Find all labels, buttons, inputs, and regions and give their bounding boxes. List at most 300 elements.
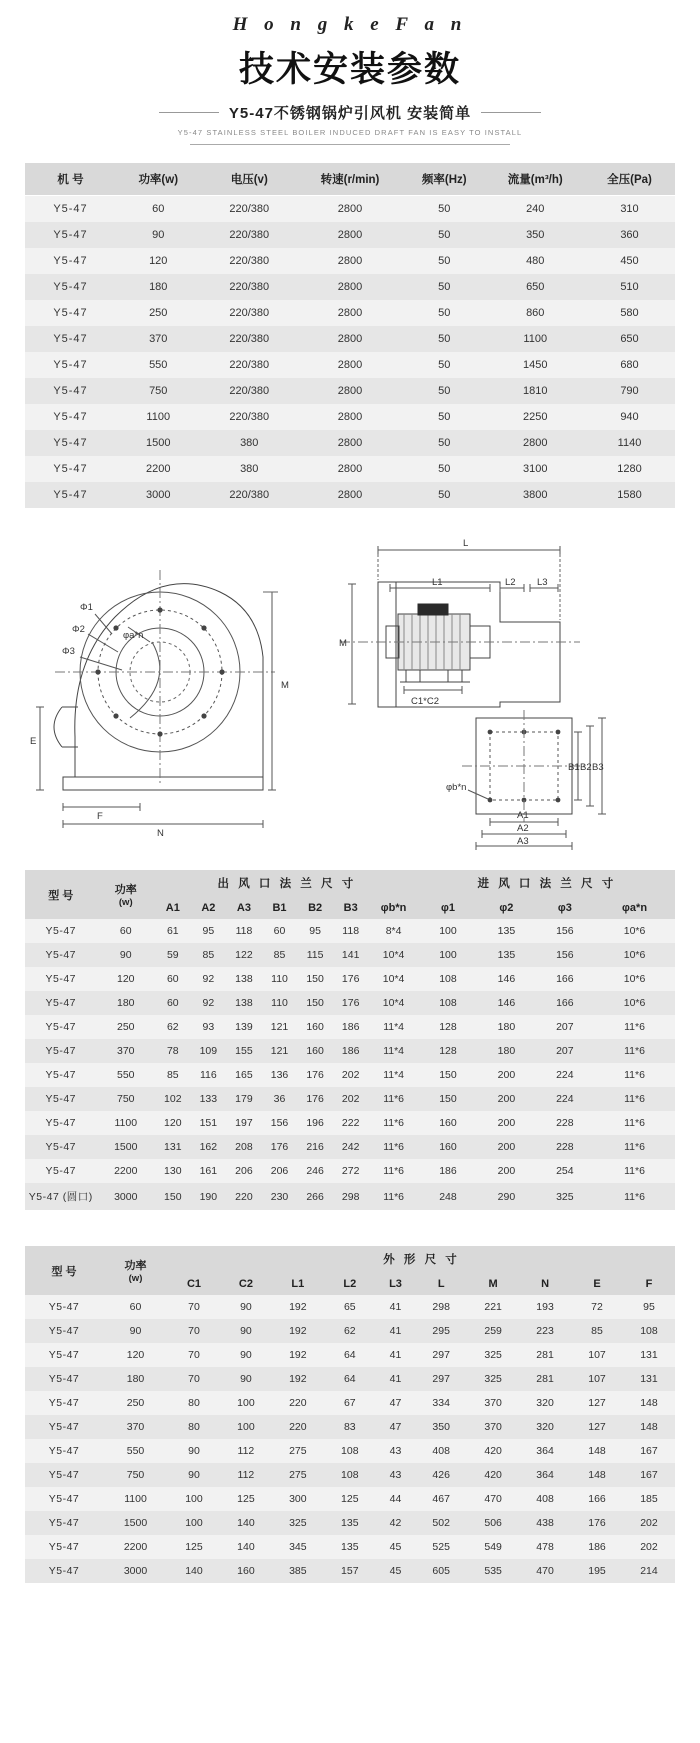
cell-phibn: 11*4 [383, 1021, 405, 1033]
cell-l1: 275 [289, 1445, 307, 1457]
cell-b3: 222 [341, 1117, 360, 1129]
cell-b3: 186 [341, 1021, 360, 1033]
cell-a1: 60 [166, 997, 179, 1009]
cell-c2: 100 [237, 1397, 255, 1409]
cell-model: Y5-47 [48, 1421, 80, 1433]
cell-b3: 176 [341, 973, 360, 985]
cell-l1: 325 [289, 1517, 307, 1529]
table-row [25, 1535, 675, 1559]
cell-power: 120 [116, 973, 135, 985]
table-row [25, 1319, 675, 1343]
cell-model: Y5-47 [53, 437, 88, 449]
table-row [25, 378, 675, 404]
cell-n: 470 [536, 1565, 554, 1577]
table-row [25, 1159, 675, 1183]
cell-phi1: 186 [439, 1165, 457, 1177]
cell-a1: 131 [164, 1141, 182, 1153]
cell-l1: 345 [289, 1541, 307, 1553]
cell-m: 470 [484, 1493, 502, 1505]
cell-l3: 47 [389, 1421, 402, 1433]
cell-power: 120 [126, 1349, 145, 1361]
performance-table [25, 163, 675, 508]
cell-pressure: 580 [620, 307, 639, 319]
cell-power: 3000 [146, 489, 171, 501]
cell-b2: 95 [309, 925, 321, 937]
label-A3: A3 [517, 836, 529, 847]
cell-a1: 85 [166, 1069, 179, 1081]
cell-phibn: 11*4 [383, 1069, 405, 1081]
cell-l1: 192 [289, 1325, 307, 1337]
cell-l2: 62 [343, 1325, 356, 1337]
cell-e: 107 [588, 1349, 606, 1361]
cell-model: Y5-47 [45, 1165, 77, 1177]
cell-a2: 162 [199, 1141, 218, 1153]
cell-phi2: 200 [497, 1165, 516, 1177]
cell-b2: 160 [306, 1045, 324, 1057]
cell-b3: 242 [341, 1141, 360, 1153]
cell-speed: 2800 [337, 203, 363, 215]
cell-speed: 2800 [337, 385, 363, 397]
cell-airflow: 650 [526, 281, 545, 293]
cell-phian: 11*6 [624, 1069, 645, 1081]
cell-model: Y5-47 [53, 255, 88, 267]
table-row [25, 300, 675, 326]
label-M-side: M [339, 638, 347, 649]
cell-phi2: 290 [497, 1190, 516, 1203]
cell-model: Y5-47 [53, 489, 88, 501]
cell-a3: 165 [235, 1069, 253, 1081]
cell-power: 1500 [114, 1141, 138, 1153]
cell-phi2: 200 [497, 1069, 516, 1081]
cell-power: 2200 [114, 1165, 138, 1177]
page-subtitle-english: Y5-47 STAINLESS STEEL BOILER INDUCED DRAFT FAN IS EASY TO INSTALL [177, 128, 523, 137]
cell-a2: 116 [199, 1069, 217, 1081]
cell-phi3: 224 [556, 1093, 574, 1105]
table-row [25, 274, 675, 300]
col-header-C1: C1 [168, 1273, 220, 1295]
cell-phi3: 207 [556, 1045, 574, 1057]
label-phi-a-n: φa*n [123, 630, 144, 641]
cell-phian: 10*6 [623, 925, 646, 937]
cell-a1: 130 [164, 1165, 182, 1177]
cell-frequency: 50 [438, 411, 451, 423]
cell-power: 1100 [146, 411, 171, 423]
cell-l1: 385 [289, 1565, 307, 1577]
cell-e: 148 [588, 1445, 606, 1457]
performance-table-body [25, 196, 675, 509]
col-header-L3: L3 [376, 1273, 415, 1295]
cell-f: 202 [640, 1541, 658, 1553]
cell-b3: 186 [341, 1045, 360, 1057]
table-row [25, 1487, 675, 1511]
cell-voltage: 220/380 [229, 385, 270, 397]
cell-power: 550 [116, 1069, 135, 1081]
label-phi2: Φ2 [72, 624, 85, 635]
cell-model: Y5-47 [53, 385, 88, 397]
cell-power: 370 [126, 1421, 145, 1433]
cell-model: Y5-47 [53, 281, 88, 293]
rule-right [481, 112, 541, 113]
cell-f: 131 [640, 1349, 658, 1361]
cell-frequency: 50 [438, 437, 451, 449]
cell-l: 334 [432, 1397, 450, 1409]
cell-phian: 11*6 [624, 1021, 645, 1033]
cell-phibn: 11*4 [383, 1045, 405, 1057]
cell-a1: 59 [166, 949, 179, 961]
cell-voltage: 220/380 [229, 281, 270, 293]
cell-model: Y5-47 [45, 1117, 77, 1129]
cell-phian: 11*6 [624, 1190, 645, 1203]
label-L3: L3 [537, 577, 548, 588]
col-header-power [97, 870, 156, 919]
cell-frequency: 50 [438, 203, 451, 215]
table-row [25, 1087, 675, 1111]
cell-airflow: 3100 [523, 463, 548, 475]
cell-phi3: 166 [556, 997, 574, 1009]
cell-phi3: 228 [556, 1141, 574, 1153]
cell-phi2: 135 [497, 949, 516, 961]
cell-frequency: 50 [438, 333, 451, 345]
cell-power: 370 [116, 1045, 135, 1057]
cell-n: 408 [536, 1493, 554, 1505]
cell-l2: 157 [341, 1565, 359, 1577]
cell-phi2: 200 [497, 1117, 516, 1129]
table-row [25, 1111, 675, 1135]
rule-left [159, 112, 219, 113]
cell-f: 185 [640, 1493, 658, 1505]
cell-l1: 300 [289, 1493, 307, 1505]
cell-voltage: 220/380 [229, 229, 270, 241]
label-L1: L1 [432, 577, 443, 588]
cell-pressure: 940 [620, 411, 639, 423]
label-B3: B3 [592, 762, 604, 773]
cell-b1: 136 [270, 1069, 289, 1081]
cell-power: 3000 [123, 1565, 148, 1577]
cell-model: Y5-47 [53, 307, 88, 319]
cell-pressure: 510 [620, 281, 639, 293]
cell-c2: 90 [240, 1325, 252, 1337]
cell-b1: 156 [270, 1117, 289, 1129]
cell-frequency: 50 [438, 307, 451, 319]
cell-b1: 121 [270, 1045, 289, 1057]
col-header-M: M [467, 1273, 519, 1295]
cell-model: Y5-47 [53, 229, 88, 241]
cell-speed: 2800 [337, 489, 363, 501]
cell-a2: 85 [202, 949, 215, 961]
cell-c1: 90 [188, 1469, 200, 1481]
cell-l: 350 [432, 1421, 450, 1433]
cell-pressure: 450 [620, 255, 639, 267]
col-header-L1: L1 [272, 1273, 324, 1295]
cell-b2: 196 [306, 1117, 324, 1129]
cell-l1: 192 [289, 1349, 307, 1361]
cell-model: Y5-47 [48, 1445, 80, 1457]
cell-phibn: 10*4 [382, 997, 405, 1009]
cell-l: 298 [432, 1301, 450, 1313]
cell-phi2: 200 [497, 1141, 516, 1153]
cell-voltage: 220/380 [229, 333, 270, 345]
cell-airflow: 3800 [523, 489, 548, 501]
cell-pressure: 310 [620, 203, 639, 215]
cell-m: 325 [484, 1349, 502, 1361]
cell-phibn: 10*4 [382, 949, 405, 961]
col-header-power: 功率(w) [116, 163, 201, 196]
overall-table-section [0, 1246, 700, 1583]
cell-n: 193 [536, 1301, 554, 1313]
cell-b1: 176 [270, 1141, 289, 1153]
col-header-phi1: φ1 [419, 897, 477, 919]
col-header-power-text: 功率 [124, 1260, 147, 1272]
flange-dimension-table [25, 870, 675, 1210]
cell-model: Y5-47 [53, 333, 88, 345]
cell-c1: 100 [185, 1517, 203, 1529]
cell-a3: 179 [235, 1093, 253, 1105]
table-header-row-group [25, 1246, 675, 1273]
overall-dimension-table [25, 1246, 675, 1583]
spec-table-section [0, 163, 700, 508]
cell-l3: 41 [389, 1373, 402, 1385]
cell-l3: 41 [389, 1349, 402, 1361]
cell-b1: 230 [270, 1190, 289, 1203]
cell-m: 370 [484, 1397, 502, 1409]
cell-power: 120 [149, 255, 168, 267]
cell-power: 90 [119, 949, 132, 961]
col-header-C2: C2 [220, 1273, 272, 1295]
cell-n: 478 [536, 1541, 554, 1553]
cell-b3: 202 [341, 1093, 360, 1105]
cell-model: Y5-47 [53, 463, 88, 475]
cell-voltage: 220/380 [229, 359, 270, 371]
cell-l2: 83 [343, 1421, 356, 1433]
cell-model: Y5-47 [45, 1045, 77, 1057]
cell-b3: 141 [341, 949, 360, 961]
cell-speed: 2800 [337, 281, 363, 293]
cell-phi1: 100 [439, 949, 457, 961]
table-header-row [25, 163, 675, 196]
cell-model: Y5-47 [53, 203, 88, 215]
table-row [25, 1295, 675, 1319]
cell-b1: 60 [273, 925, 286, 937]
cell-a2: 95 [202, 925, 215, 937]
cell-power: 750 [149, 385, 168, 397]
table-row [25, 919, 675, 943]
cell-model: Y5-47 [48, 1397, 80, 1409]
label-phi1: Φ1 [80, 602, 93, 613]
table-row [25, 482, 675, 508]
cell-c2: 100 [237, 1421, 255, 1433]
cell-c2: 160 [237, 1565, 255, 1577]
cell-phibn: 11*6 [383, 1141, 405, 1153]
cell-b2: 246 [306, 1165, 324, 1177]
divider-under-subtitle [190, 144, 510, 145]
cell-l2: 125 [341, 1493, 359, 1505]
col-header-model: 机 号 [25, 163, 116, 196]
table-row [25, 1367, 675, 1391]
cell-airflow: 2250 [523, 411, 548, 423]
cell-power: 1500 [123, 1517, 148, 1529]
cell-l3: 43 [389, 1445, 402, 1457]
cell-model: Y5-47 [45, 1021, 77, 1033]
cell-model: Y5-47 [48, 1541, 80, 1553]
cell-m: 259 [484, 1325, 502, 1337]
cell-phi1: 108 [439, 973, 457, 985]
cell-n: 320 [536, 1421, 554, 1433]
cell-a3: 220 [235, 1190, 253, 1203]
label-phi-b-n: φb*n [446, 782, 467, 793]
cell-phi3: 156 [556, 925, 574, 937]
cell-l1: 275 [289, 1469, 307, 1481]
cell-l1: 192 [289, 1301, 307, 1313]
cell-a2: 151 [199, 1117, 218, 1129]
cell-c2: 90 [240, 1349, 252, 1361]
cell-b2: 216 [306, 1141, 324, 1153]
cell-l3: 44 [389, 1493, 402, 1505]
table-row [25, 456, 675, 482]
cell-power: 550 [149, 359, 168, 371]
cell-pressure: 680 [620, 359, 639, 371]
cell-phian: 11*6 [624, 1093, 645, 1105]
label-C1C2: C1*C2 [411, 696, 439, 707]
cell-l: 297 [432, 1349, 450, 1361]
cell-a1: 150 [164, 1190, 182, 1203]
cell-c1: 125 [185, 1541, 203, 1553]
cell-c1: 140 [185, 1565, 203, 1577]
cell-model: Y5-47 [45, 1069, 77, 1081]
cell-power: 180 [116, 997, 135, 1009]
cell-c1: 90 [188, 1445, 200, 1457]
label-L: L [463, 538, 469, 549]
cell-b3: 272 [341, 1165, 360, 1177]
cell-airflow: 1810 [523, 385, 548, 397]
table-row [25, 1559, 675, 1583]
cell-phibn: 10*4 [382, 973, 405, 985]
table-row [25, 1511, 675, 1535]
cell-speed: 2800 [337, 333, 363, 345]
label-phi3: Φ3 [62, 646, 75, 657]
cell-e: 127 [588, 1421, 606, 1433]
cell-airflow: 480 [526, 255, 545, 267]
col-header-power-text: 功率 [114, 884, 137, 896]
cell-phi3: 224 [556, 1069, 574, 1081]
cell-b3: 118 [342, 925, 360, 937]
cell-model: Y5-47 [45, 973, 77, 985]
cell-l1: 220 [289, 1421, 307, 1433]
cell-n: 281 [536, 1373, 554, 1385]
cell-c2: 90 [240, 1301, 252, 1313]
cell-voltage: 220/380 [229, 411, 270, 423]
table-row [25, 991, 675, 1015]
cell-c1: 70 [188, 1325, 200, 1337]
cell-l1: 220 [289, 1397, 307, 1409]
cell-l: 467 [432, 1493, 450, 1505]
page-title: 技术安装参数 [238, 50, 461, 90]
cell-c2: 125 [237, 1493, 255, 1505]
cell-voltage: 220/380 [229, 307, 270, 319]
cell-power: 370 [149, 333, 168, 345]
cell-airflow: 860 [526, 307, 545, 319]
cell-power: 250 [149, 307, 168, 319]
cell-c2: 112 [237, 1469, 255, 1481]
cell-phian: 11*6 [624, 1141, 645, 1153]
table-row [25, 222, 675, 248]
cell-m: 549 [484, 1541, 502, 1553]
cell-power: 180 [126, 1373, 145, 1385]
cell-f: 95 [643, 1301, 655, 1313]
cell-l: 408 [432, 1445, 450, 1457]
cell-airflow: 350 [526, 229, 545, 241]
col-header-B1: B1 [262, 897, 298, 919]
cell-a1: 120 [164, 1117, 182, 1129]
cell-phi1: 160 [439, 1117, 457, 1129]
cell-airflow: 240 [526, 203, 545, 215]
cell-model: Y5-47 [53, 411, 88, 423]
cell-phi1: 128 [439, 1021, 457, 1033]
cell-b2: 176 [306, 1093, 324, 1105]
table-row [25, 943, 675, 967]
cell-a1: 78 [166, 1045, 179, 1057]
table-row [25, 967, 675, 991]
technical-drawing [0, 522, 700, 852]
label-A2: A2 [517, 823, 529, 834]
cell-phi1: 108 [439, 997, 457, 1009]
col-header-B3: B3 [333, 897, 369, 919]
cell-f: 167 [640, 1469, 658, 1481]
col-header-frequency: 频率(Hz) [402, 163, 487, 196]
col-header-phi-a-n: φa*n [594, 897, 675, 919]
cell-a2: 133 [199, 1093, 218, 1105]
cell-a2: 92 [202, 997, 215, 1009]
group-header-overall: 外 形 尺 寸 [168, 1246, 675, 1273]
cell-a2: 190 [199, 1190, 218, 1203]
col-header-L: L [415, 1273, 467, 1295]
cell-phian: 11*6 [624, 1165, 645, 1177]
cell-f: 167 [640, 1445, 658, 1457]
cell-l3: 47 [389, 1397, 402, 1409]
col-header-power-unit: (w) [128, 1273, 143, 1284]
cell-b1: 85 [273, 949, 286, 961]
cell-speed: 2800 [337, 463, 363, 475]
cell-phi3: 228 [556, 1117, 574, 1129]
cell-model: Y5-47 [48, 1565, 80, 1577]
label-B1: B1 [568, 762, 580, 773]
col-header-pressure: 全压(Pa) [584, 163, 675, 196]
cell-a3: 206 [235, 1165, 253, 1177]
cell-phi3: 166 [556, 973, 574, 985]
cell-e: 176 [588, 1517, 606, 1529]
table-row [25, 248, 675, 274]
cell-b3: 176 [341, 997, 360, 1009]
cell-phian: 11*6 [624, 1117, 645, 1129]
cell-phi2: 146 [497, 997, 516, 1009]
cell-m: 506 [484, 1517, 502, 1529]
cell-l2: 64 [343, 1373, 356, 1385]
cell-model: Y5-47 [45, 1093, 77, 1105]
col-header-A3: A3 [226, 897, 262, 919]
cell-power: 1100 [114, 1117, 138, 1129]
cell-phibn: 11*6 [383, 1093, 405, 1105]
cell-b1: 121 [270, 1021, 289, 1033]
cell-phian: 10*6 [623, 997, 646, 1009]
label-E: E [30, 736, 37, 747]
cell-f: 108 [640, 1325, 658, 1337]
table-row [25, 1463, 675, 1487]
cell-a2: 109 [199, 1045, 218, 1057]
flange-table-body [25, 919, 675, 1210]
cell-b1: 110 [271, 997, 288, 1009]
cell-model: Y5-47 [48, 1493, 80, 1505]
cell-e: 195 [588, 1565, 606, 1577]
col-header-phi3: φ3 [536, 897, 594, 919]
